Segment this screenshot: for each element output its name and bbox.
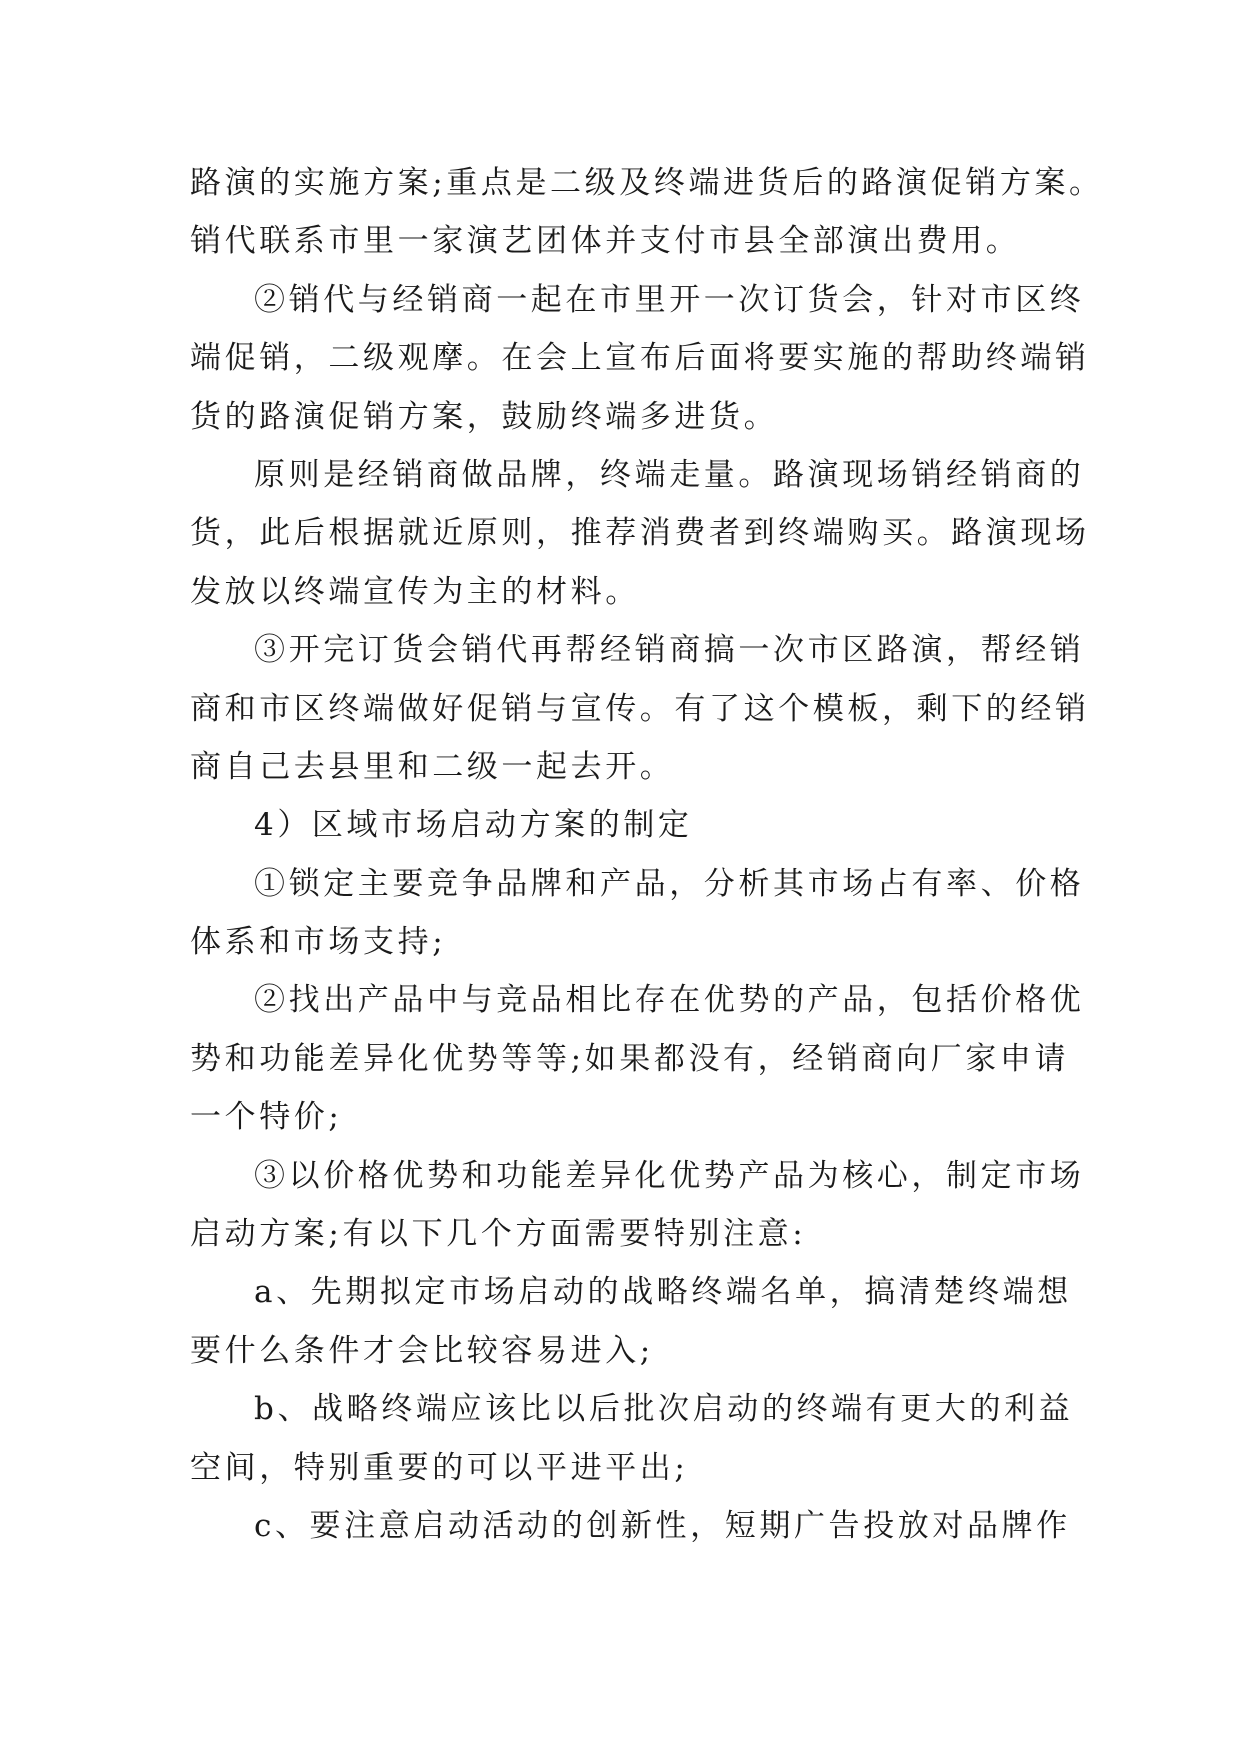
text-line: 端促销，二级观摩。在会上宣布后面将要实施的帮助终端销 bbox=[190, 340, 1090, 377]
text-line: c、要注意启动活动的创新性，短期广告投放对品牌作 bbox=[254, 1507, 1071, 1544]
text-line: 空间，特别重要的可以平进平出; bbox=[190, 1449, 689, 1486]
text-line: 商自己去县里和二级一起去开。 bbox=[190, 748, 675, 785]
text-line: 货的路演促销方案，鼓励终端多进货。 bbox=[190, 398, 779, 435]
text-line: 原则是经销商做品牌，终端走量。路演现场销经销商的 bbox=[254, 456, 1085, 493]
text-line: 一个特价; bbox=[190, 1099, 343, 1136]
text-line: 要什么条件才会比较容易进入; bbox=[190, 1332, 654, 1369]
text-line: 发放以终端宣传为主的材料。 bbox=[190, 573, 640, 610]
text-line: ③以价格优势和功能差异化优势产品为核心，制定市场 bbox=[254, 1157, 1085, 1194]
text-line: a、先期拟定市场启动的战略终端名单，搞清楚终端想 bbox=[254, 1274, 1072, 1311]
text-line: ②销代与经销商一起在市里开一次订货会，针对市区终 bbox=[254, 281, 1085, 318]
section-heading: 4）区域市场启动方案的制定 bbox=[254, 807, 693, 844]
text-line: 销代联系市里一家演艺团体并支付市县全部演出费用。 bbox=[190, 223, 1021, 260]
text-line: b、战略终端应该比以后批次启动的终端有更大的利益 bbox=[254, 1391, 1074, 1428]
text-line: ①锁定主要竞争品牌和产品，分析其市场占有率、价格 bbox=[254, 865, 1085, 902]
text-line: 路演的实施方案;重点是二级及终端进货后的路演促销方案。 bbox=[190, 165, 1104, 201]
text-line: 商和市区终端做好促销与宣传。有了这个模板，剩下的经销 bbox=[190, 690, 1090, 727]
text-line: 启动方案;有以下几个方面需要特别注意: bbox=[190, 1216, 807, 1253]
text-line: 体系和市场支持; bbox=[190, 924, 447, 961]
text-line: 货，此后根据就近原则，推荐消费者到终端购买。路演现场 bbox=[190, 515, 1090, 552]
text-line: ②找出产品中与竞品相比存在优势的产品，包括价格优 bbox=[254, 982, 1085, 1019]
text-line: ③开完订货会销代再帮经销商搞一次市区路演，帮经销 bbox=[254, 632, 1085, 669]
text-line: 势和功能差异化优势等等;如果都没有，经销商向厂家申请 bbox=[190, 1040, 1070, 1077]
document-body bbox=[190, 154, 1104, 1555]
